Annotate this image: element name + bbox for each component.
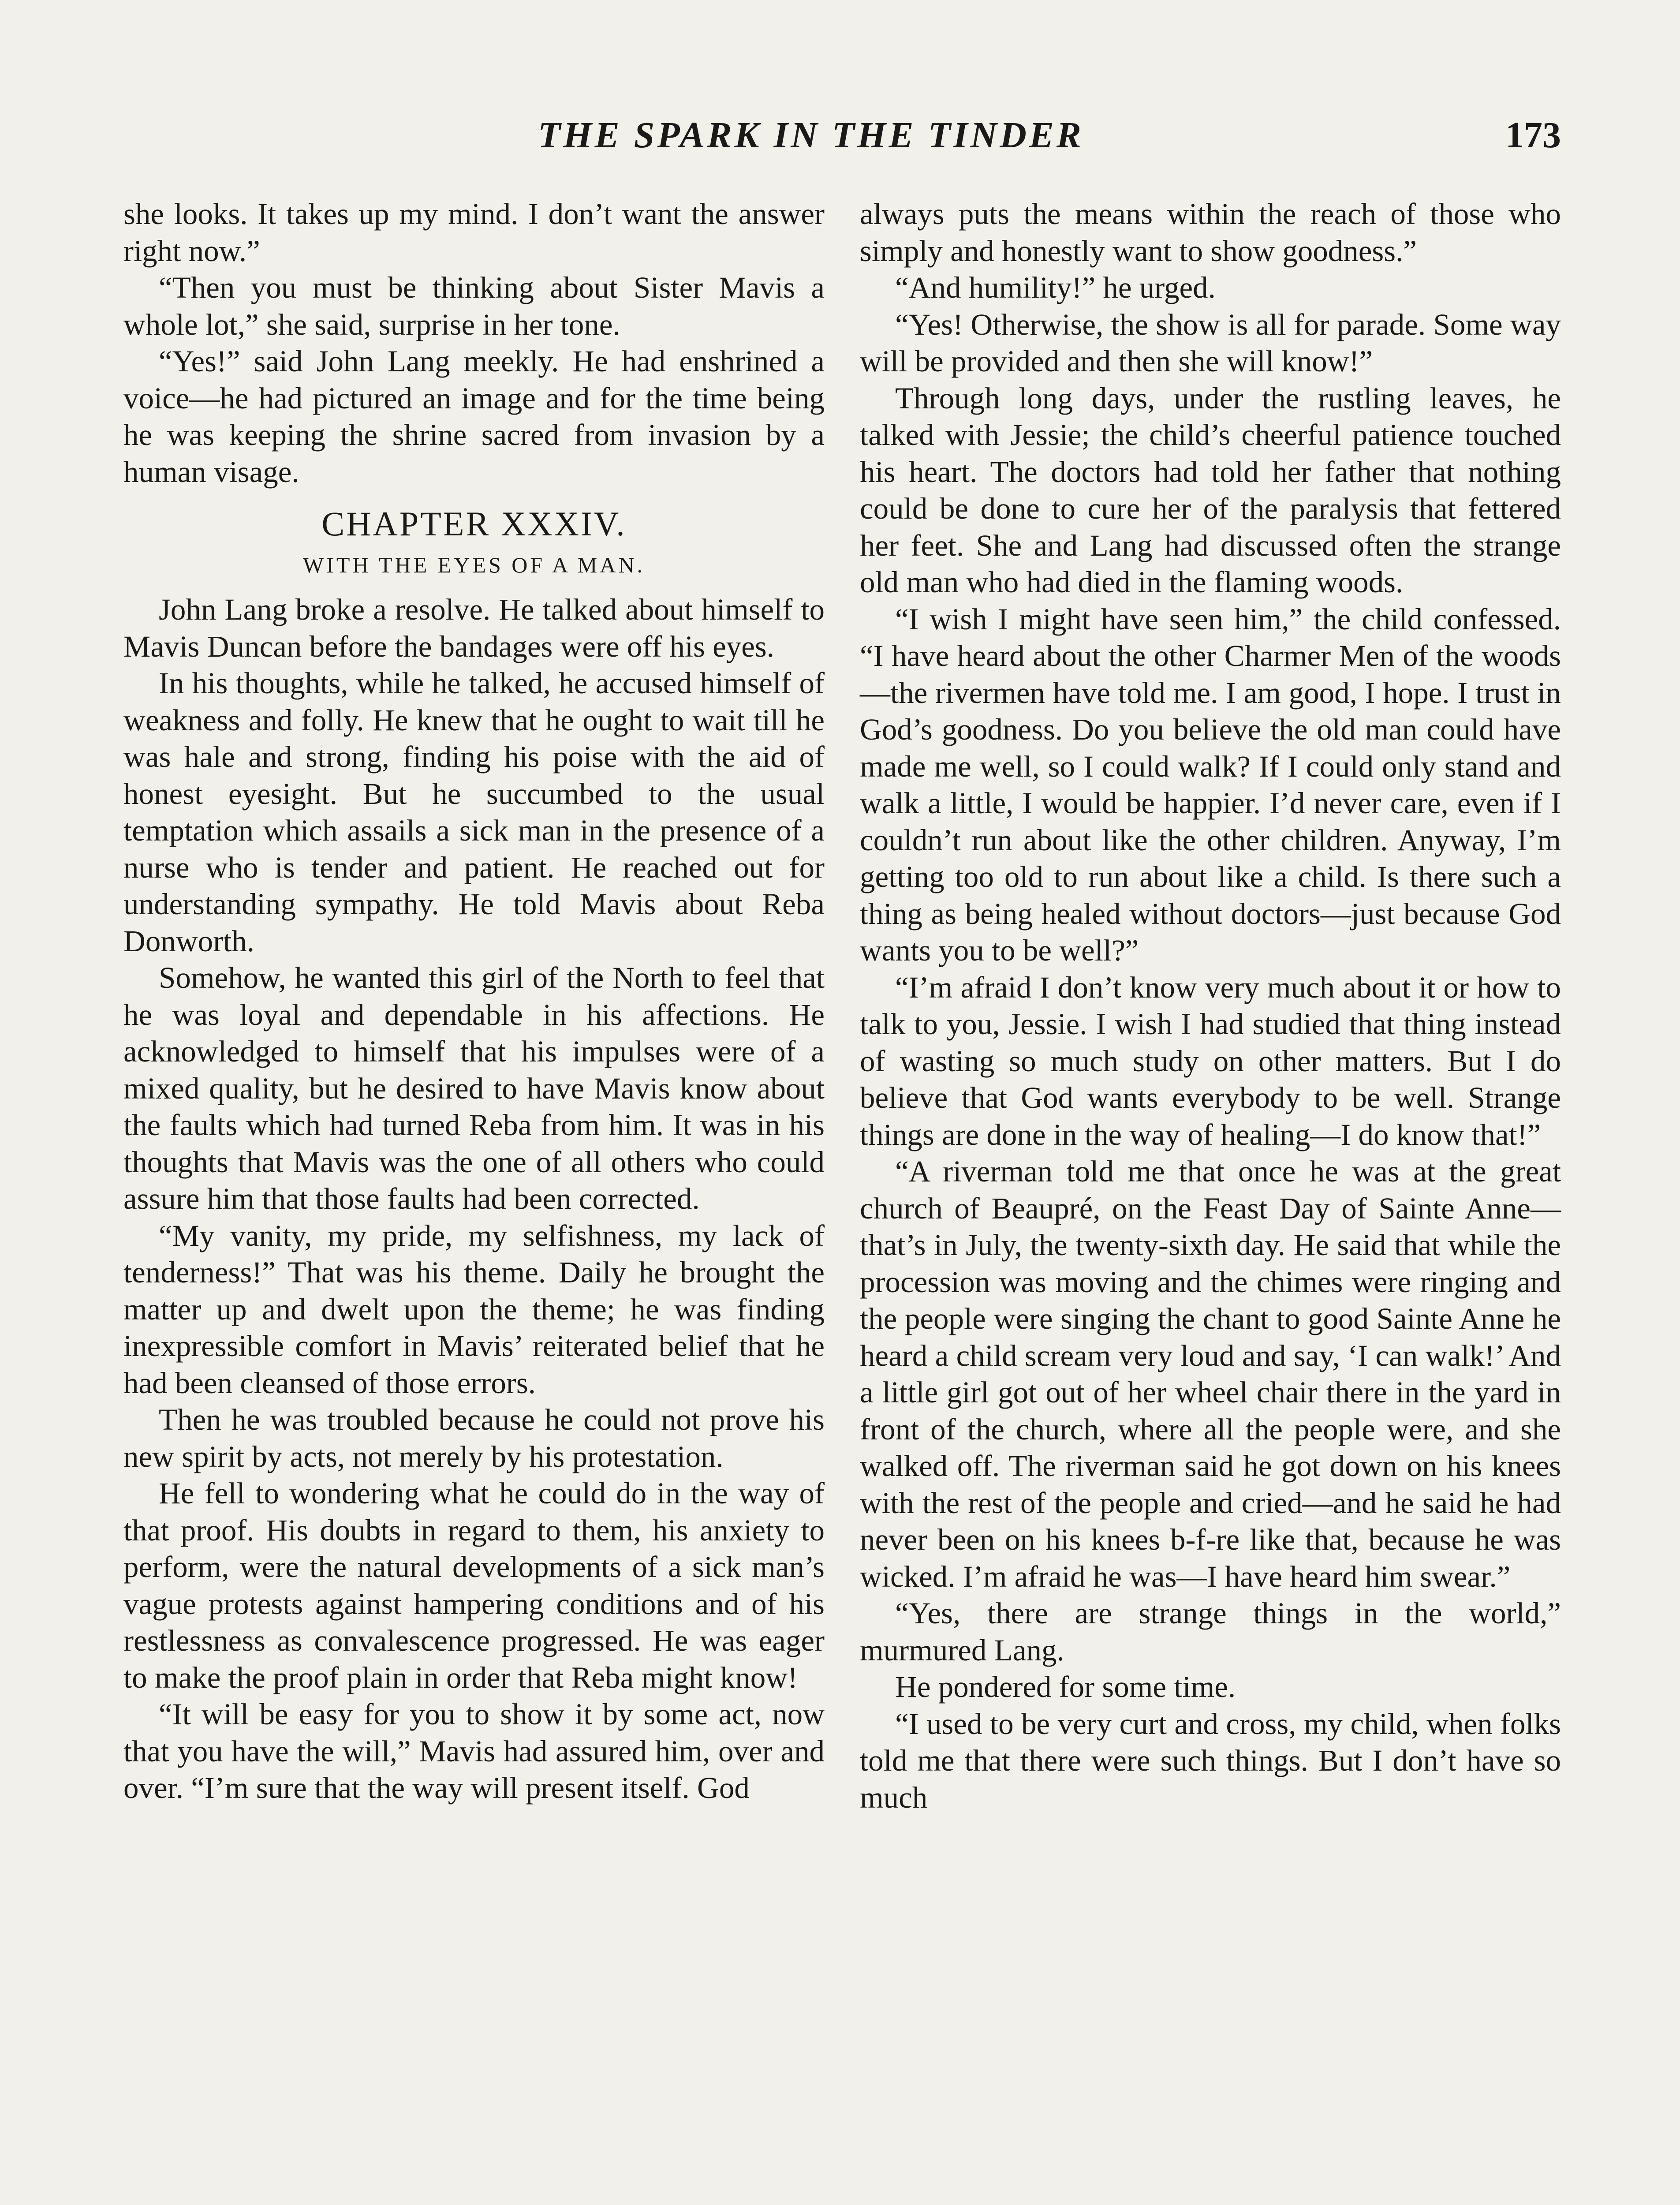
paragraph: “And humility!” he urged. bbox=[895, 271, 1216, 304]
paragraph: “My vanity, my pride, my selfishness, my lack of tenderness!” That was his theme. Daily he brought the matter up and dwelt upon the theme; he was finding inexpressible comfort in Mavis’ reiterated belief that he had been cleansed of those errors. bbox=[123, 1218, 825, 1400]
paragraph: always puts the means within the reach of those who simply and honestly want to show goodness.” bbox=[860, 197, 1561, 268]
running-header bbox=[123, 114, 1561, 162]
paragraph: she looks. It takes up my mind. I don’t want the answer right now.” bbox=[123, 197, 825, 268]
running-title: THE SPARK IN THE TINDER bbox=[538, 115, 1084, 156]
paragraph: “I wish I might have seen him,” the child confessed. “I have heard about the other Charmer Men of the woods—the rivermen have told me. I am good, I hope. I trust in God’s goodness. Do you believe the old man could have made me well, so I could walk? If I could only stand and walk a little, I would be happier. I’d never care, even if I couldn’t run about like the other children. Anyway, I’m getting too old to run about like a child. Is there such a thing as being healed without doctors—just because God wants you to be well?” bbox=[860, 602, 1561, 967]
page-number: 173 bbox=[1505, 115, 1561, 156]
paragraph: “Then you must be thinking about Sister Mavis a whole lot,” she said, surprise in her tone. bbox=[123, 271, 825, 341]
paragraph: “It will be easy for you to show it by some act, now that you have the will,” Mavis had assured him, over and over. “I’m sure that the way will present itself. God bbox=[123, 1697, 825, 1805]
paragraph: “A riverman told me that once he was at the great church of Beaupré, on the Feast Day of Sainte Anne—that’s in July, the twenty-sixth day. He said that while the procession was moving and the chimes were ringing and the people were singing the chant to good Sainte Anne he heard a child scream very loud and say, ‘I can walk!’ And a little girl got out of her wheel chair there in the yard in front of the church, where all the people were, and she walked off. The riverman said he got down on his knees with the rest of the people and cried—and he said he had never been on his knees b-f-re like that, because he was wicked. I’m afraid he was—I have heard him swear.” bbox=[860, 1155, 1561, 1593]
paragraph: In his thoughts, while he talked, he accused himself of weakness and folly. He knew that he ought to wait till he was hale and strong, finding his poise with the aid of honest eyesight. But he succumbed to the usual temptation which assails a sick man in the presence of a nurse who is tender and patient. He reached out for understanding sympathy. He told Mavis about Reba Donworth. bbox=[123, 666, 825, 958]
paragraph: “Yes! Otherwise, the show is all for parade. Some way will be provided and then she will know!” bbox=[860, 307, 1561, 378]
paragraph: John Lang broke a resolve. He talked about himself to Mavis Duncan before the bandages were off his eyes. bbox=[123, 593, 825, 663]
paragraph: “I used to be very curt and cross, my child, when folks told me that there were such things. But I don’t have so much bbox=[860, 1707, 1561, 1814]
paragraph: He fell to wondering what he could do in the way of that proof. His doubts in regard to them, his anxiety to perform, were the natural developments of a sick man’s vague protests against hampering conditions and of his restlessness as convalescence progressed. He was eager to make the proof plain in order that Reba might know! bbox=[123, 1476, 825, 1694]
paragraph: “Yes!” said John Lang meekly. He had enshrined a voice—he had pictured an image and for the time being he was keeping the shrine sacred from invasion by a human visage. bbox=[123, 344, 825, 489]
paragraph: Through long days, under the rustling leaves, he talked with Jessie; the child’s cheerful patience touched his heart. The doctors had told her father that nothing could be done to cure her of the paralysis that fettered her feet. She and Lang had discussed often the strange old man who had died in the flaming woods. bbox=[860, 381, 1561, 599]
paragraph: Somehow, he wanted this girl of the North to feel that he was loyal and dependable in his affections. He acknowledged to himself that his impulses were of a mixed quality, but he desired to have Mavis know about the faults which had turned Reba from him. It was in his thoughts that Mavis was the one of all others who could assure him that those faults had been corrected. bbox=[123, 961, 825, 1215]
paragraph: “Yes, there are strange things in the world,” murmured Lang. bbox=[860, 1596, 1561, 1667]
chapter-title: CHAPTER XXXIV. bbox=[321, 505, 627, 543]
left-column bbox=[123, 196, 825, 1807]
paragraph: “I’m afraid I don’t know very much about it or how to talk to you, Jessie. I wish I had studied that thing instead of wasting so much study on other matters. But I do believe that God wants everybody to be well. Strange things are done in the way of healing—I do know that!” bbox=[860, 970, 1561, 1151]
paragraph: Then he was troubled because he could not prove his new spirit by acts, not merely by his protestation. bbox=[123, 1403, 825, 1473]
paragraph: He pondered for some time. bbox=[895, 1670, 1236, 1704]
right-column bbox=[860, 196, 1561, 1816]
chapter-subtitle: WITH THE EYES OF A MAN. bbox=[303, 552, 645, 577]
